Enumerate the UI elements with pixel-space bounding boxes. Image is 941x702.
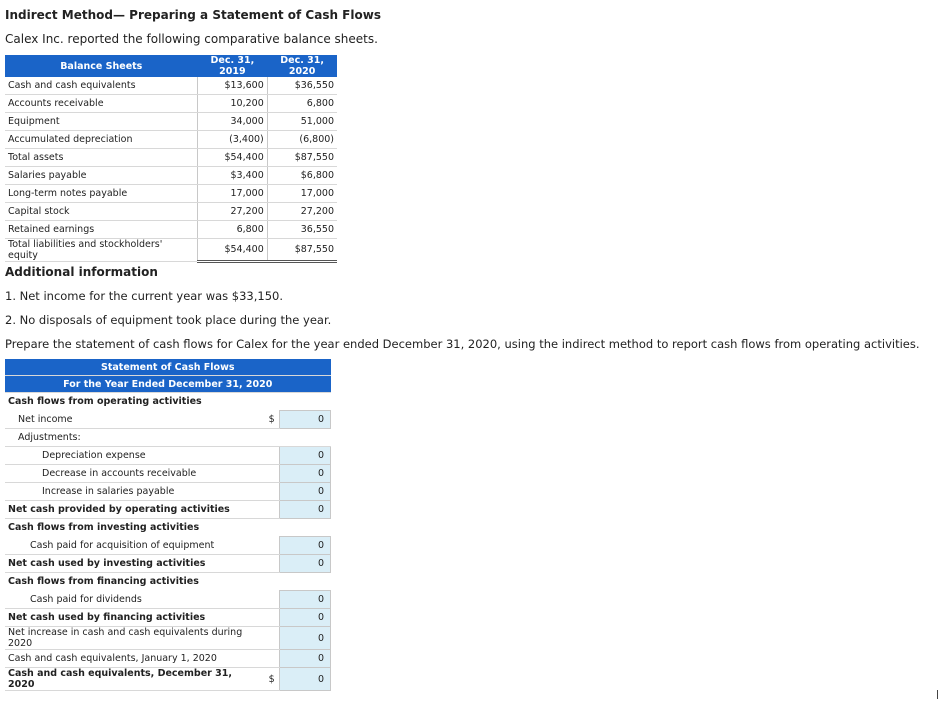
net-increase-label: Net increase in cash and cash equivalents during 2020 — [5, 627, 265, 650]
row-value-2020: $87,550 — [267, 239, 337, 262]
depreciation-label: Depreciation expense — [5, 447, 265, 465]
currency-symbol: $ — [265, 411, 280, 429]
equipment-input[interactable]: 0 — [280, 537, 331, 555]
table-row — [5, 203, 337, 221]
row-label: Cash and cash equivalents — [5, 77, 198, 95]
row-label: Total liabilities and stockholders' equity — [5, 239, 198, 262]
text-cursor — [937, 690, 938, 699]
table-row — [5, 185, 337, 203]
row-value-2020: 6,800 — [267, 95, 337, 113]
adjustments-label: Adjustments: — [5, 429, 265, 447]
additional-info-item: 1. Net income for the current year was $33,150. — [5, 289, 284, 303]
table-row — [5, 591, 331, 609]
row-value-2019: $54,400 — [198, 149, 268, 167]
row-value-2019: 17,000 — [198, 185, 268, 203]
net-increase-input[interactable]: 0 — [280, 627, 331, 650]
row-value-2019: 27,200 — [198, 203, 268, 221]
cash-flow-statement-table — [5, 359, 331, 691]
bs-header-label: Balance Sheets — [5, 55, 198, 77]
cash-begin-label: Cash and cash equivalents, January 1, 2020 — [5, 650, 265, 668]
cash-end-label: Cash and cash equivalents, December 31, 2020 — [5, 668, 265, 691]
ar-decrease-input[interactable]: 0 — [280, 465, 331, 483]
currency-symbol: $ — [265, 668, 280, 691]
salaries-payable-input[interactable]: 0 — [280, 483, 331, 501]
table-row — [5, 239, 337, 262]
row-label: Equipment — [5, 113, 198, 131]
additional-info-heading: Additional information — [5, 265, 158, 279]
net-income-label: Net income — [5, 411, 265, 429]
net-financing-input[interactable]: 0 — [280, 609, 331, 627]
table-row — [5, 77, 337, 95]
balance-sheet-table — [5, 55, 337, 263]
dividends-input[interactable]: 0 — [280, 591, 331, 609]
row-value-2020: $36,550 — [267, 77, 337, 95]
equipment-label: Cash paid for acquisition of equipment — [5, 537, 265, 555]
table-row — [5, 95, 337, 113]
row-value-2020: 36,550 — [267, 221, 337, 239]
row-label: Retained earnings — [5, 221, 198, 239]
depreciation-input[interactable]: 0 — [280, 447, 331, 465]
net-investing-input[interactable]: 0 — [280, 555, 331, 573]
table-row — [5, 131, 337, 149]
net-investing-label: Net cash used by investing activities — [5, 555, 265, 573]
row-value-2019: 34,000 — [198, 113, 268, 131]
row-label: Accumulated depreciation — [5, 131, 198, 149]
page-title: Indirect Method— Preparing a Statement of Cash Flows — [5, 8, 381, 22]
table-row — [5, 221, 337, 239]
operating-heading: Cash flows from operating activities — [8, 396, 202, 407]
bs-header-2020: Dec. 31, 2020 — [267, 55, 337, 77]
net-financing-label: Net cash used by financing activities — [5, 609, 265, 627]
bs-header-2019: Dec. 31, 2019 — [198, 55, 268, 77]
table-row — [5, 555, 331, 573]
row-value-2020: $87,550 — [267, 149, 337, 167]
row-value-2019: (3,400) — [198, 131, 268, 149]
table-row — [5, 609, 331, 627]
table-row — [5, 411, 331, 429]
row-value-2020: $6,800 — [267, 167, 337, 185]
table-row — [5, 149, 337, 167]
table-row — [5, 447, 331, 465]
net-operating-label: Net cash provided by operating activities — [5, 501, 265, 519]
table-row — [5, 429, 331, 447]
table-row — [5, 668, 331, 691]
dividends-label: Cash paid for dividends — [5, 591, 265, 609]
row-label: Salaries payable — [5, 167, 198, 185]
cash-begin-input[interactable]: 0 — [280, 650, 331, 668]
row-value-2020: 17,000 — [267, 185, 337, 203]
row-value-2019: $3,400 — [198, 167, 268, 185]
investing-heading: Cash flows from investing activities — [8, 522, 200, 533]
row-value-2020: 27,200 — [267, 203, 337, 221]
table-row — [5, 113, 337, 131]
table-row — [5, 465, 331, 483]
salaries-payable-label: Increase in salaries payable — [5, 483, 265, 501]
net-operating-input[interactable]: 0 — [280, 501, 331, 519]
intro-text: Calex Inc. reported the following comparative balance sheets. — [5, 32, 378, 46]
table-row — [5, 501, 331, 519]
row-value-2019: $54,400 — [198, 239, 268, 262]
table-row — [5, 483, 331, 501]
table-row — [5, 627, 331, 650]
row-label: Long-term notes payable — [5, 185, 198, 203]
row-value-2020: 51,000 — [267, 113, 337, 131]
table-row — [5, 167, 337, 185]
statement-title: Statement of Cash Flows — [5, 359, 331, 376]
row-value-2019: $13,600 — [198, 77, 268, 95]
net-income-input[interactable]: 0 — [280, 411, 331, 429]
row-value-2019: 6,800 — [198, 221, 268, 239]
table-row — [5, 537, 331, 555]
financing-heading: Cash flows from financing activities — [8, 576, 199, 587]
table-row — [5, 650, 331, 668]
row-label: Total assets — [5, 149, 198, 167]
ar-decrease-label: Decrease in accounts receivable — [5, 465, 265, 483]
row-value-2019: 10,200 — [198, 95, 268, 113]
instructions-text: Prepare the statement of cash flows for Calex for the year ended December 31, 2020, using the indirect method to report cash flows from operating activities. — [5, 337, 920, 351]
row-label: Capital stock — [5, 203, 198, 221]
statement-subtitle: For the Year Ended December 31, 2020 — [5, 376, 331, 393]
row-value-2020: (6,800) — [267, 131, 337, 149]
additional-info-item: 2. No disposals of equipment took place during the year. — [5, 313, 332, 327]
row-label: Accounts receivable — [5, 95, 198, 113]
cash-end-input[interactable]: 0 — [280, 668, 331, 691]
